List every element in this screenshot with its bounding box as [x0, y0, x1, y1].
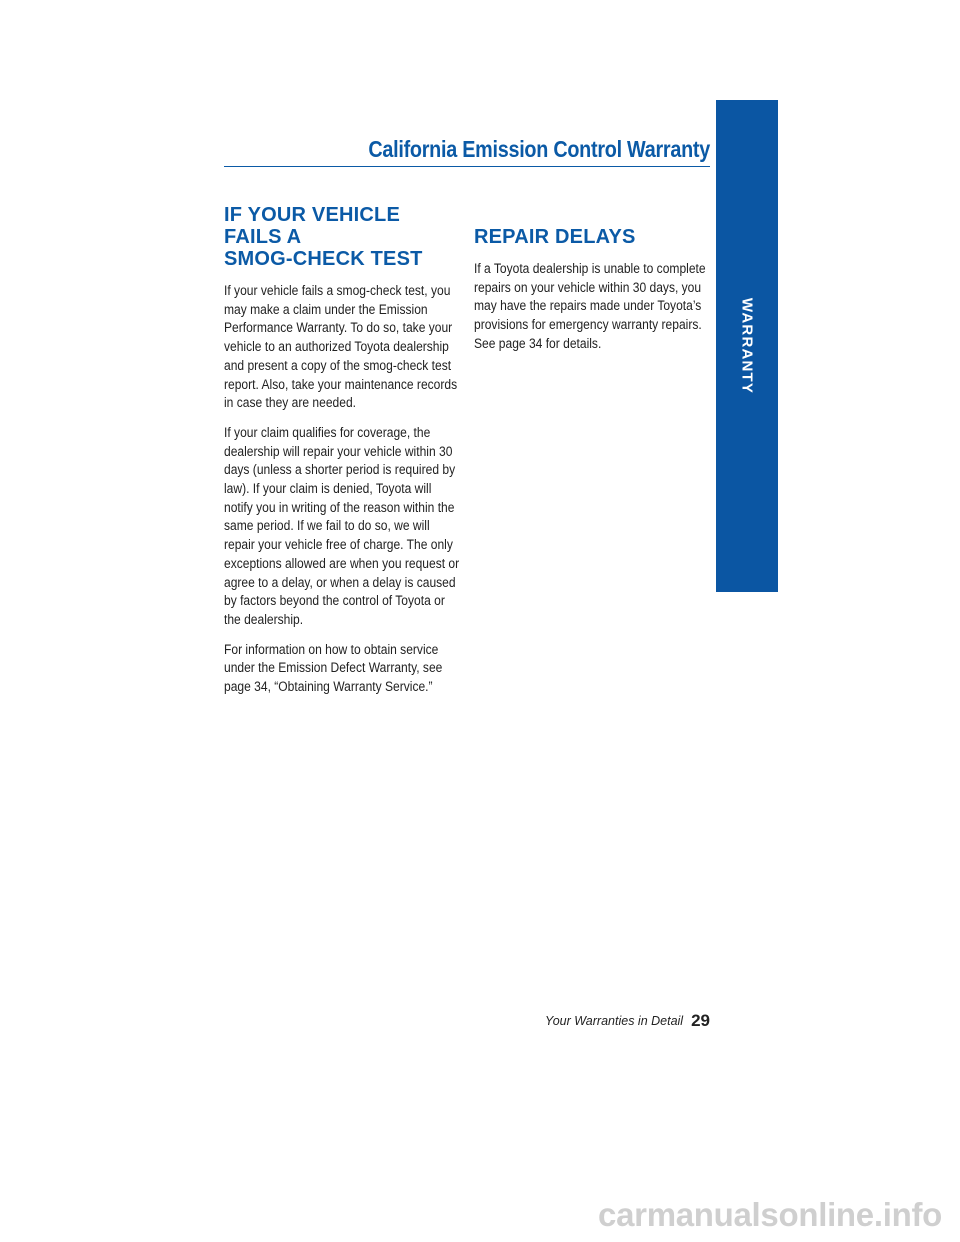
page-number: 29 — [691, 1011, 710, 1030]
paragraph-repair-delays: If a Toyota dealership is unable to complete repairs on your vehicle within 30 days, you may have the repairs made under Toyota’s provisions for emergency warranty repairs. See page 34 for details. — [474, 261, 706, 351]
section-tab — [716, 100, 778, 592]
section-heading-repair-delays: REPAIR DELAYS — [474, 226, 636, 248]
page-footer — [480, 1011, 710, 1031]
header-divider — [224, 166, 710, 167]
heading-line-2: SMOG-CHECK TEST — [224, 248, 423, 270]
footer-section-title: Your Warranties in Detail — [545, 1014, 684, 1028]
section-heading-smog-check — [224, 204, 460, 270]
paragraph-coverage: If your claim qualifies for coverage, the dealership will repair your vehicle within 30 days (unless a shorter period is required by law). If your claim is denied, Toyota will notify you in writing of the reason within the same period. If we fail to do so, we will repair your vehicle free of charge. The only exceptions allowed are when you request or agree to a delay, or when a delay is caused by factors beyond the control of Toyota or the dealership. — [224, 424, 460, 627]
paragraph-smog-claim: If your vehicle fails a smog-check test, you may make a claim under the Emission Performance Warranty. To do so, take your vehicle to an authorized Toyota dealership and present a copy of the smog-check test report. Also, take your maintenance records in case they are needed. — [224, 283, 458, 411]
watermark: carmanualsonline.info — [598, 1196, 942, 1233]
paragraph-service-info: For information on how to obtain service under the Emission Defect Warranty, see page 34, “Obtaining Warranty Service.” — [224, 641, 443, 695]
heading-line-1: IF YOUR VEHICLE FAILS A — [224, 204, 400, 248]
left-column — [224, 204, 460, 708]
page-title: California Emission Control Warranty — [368, 136, 710, 162]
right-column — [474, 226, 710, 365]
section-tab-label: WARRANTY — [738, 297, 756, 395]
